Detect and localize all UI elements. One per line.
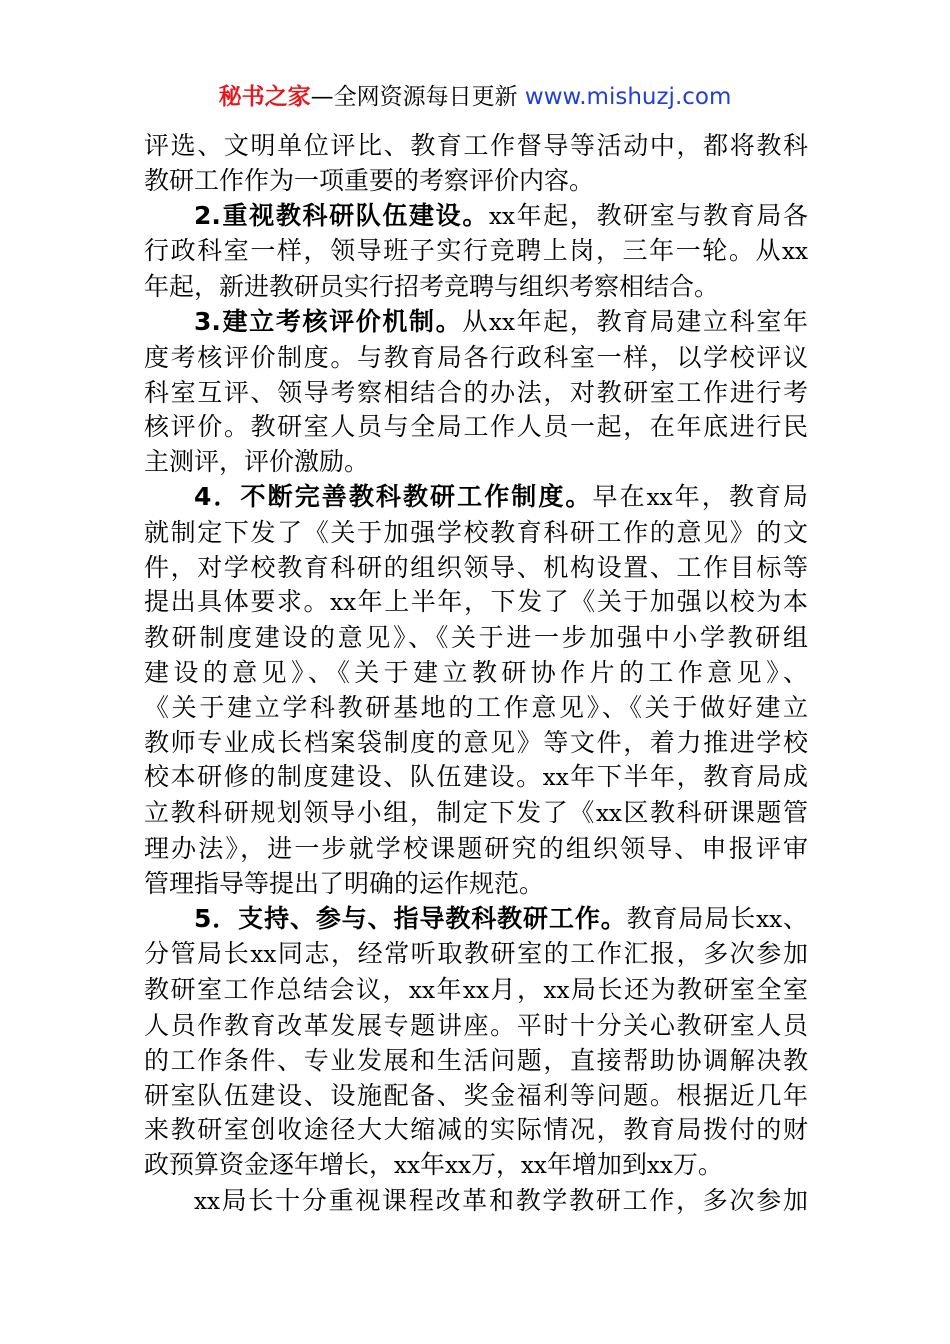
text-line: 件，对学校教育科研的组织领导、机构设置、工作目标等	[144, 552, 808, 582]
text-line: xx局长十分重视课程改革和教学教研工作，多次参加	[194, 1185, 808, 1215]
text-line: 研室队伍建设、设施配备、奖金福利等问题。根据近几年	[144, 1080, 808, 1110]
text-line: 核评价。教研室人员与全局工作人员一起，在年底进行民	[144, 412, 808, 442]
text-line: 提出具体要求。xx年上半年，下发了《关于加强以校为本	[144, 587, 808, 617]
text-line: 政预算资金逐年增长，xx年xx万，xx年增加到xx万。	[144, 1150, 723, 1180]
document-body	[144, 129, 808, 1220]
paragraph-continuation	[144, 129, 808, 199]
paragraph-6	[144, 1184, 808, 1220]
text-line: 评选、文明单位评比、教育工作督导等活动中，都将教科	[144, 131, 808, 160]
paragraph-heading: 4．不断完善教科教研工作制度。	[194, 481, 593, 511]
text-line: 5．支持、参与、指导教科教研工作。教育局局长xx、	[194, 903, 808, 933]
paragraph-heading: 5．支持、参与、指导教科教研工作。	[194, 903, 627, 933]
paragraph-5	[144, 902, 808, 1184]
text-line: 理办法》，进一步就学校课题研究的组织领导、申报评审	[144, 833, 808, 863]
text-line: 4．不断完善教科教研工作制度。早在xx年，教育局	[194, 481, 808, 511]
text-line: 3.建立考核评价机制。从xx年起，教育局建立科室年	[194, 306, 808, 336]
text-line: 年起，新进教研员实行招考竞聘与组织考察相结合。	[144, 272, 720, 302]
text-line: 管理指导等提出了明确的运作规范。	[144, 868, 545, 898]
paragraph-3	[144, 305, 808, 480]
text-line: 2.重视教科研队伍建设。xx年起，教研室与教育局各	[194, 200, 808, 230]
text-line: 立教科研规划领导小组，制定下发了《xx区教科研课题管	[144, 798, 808, 828]
text-line: 人员作教育改革发展专题讲座。平时十分关心教研室人员	[144, 1010, 808, 1040]
text-line: 主测评，评价激励。	[144, 447, 370, 477]
paragraph-2	[144, 199, 808, 305]
text-line: 教研制度建设的意见》、《关于进一步加强中小学教研组	[144, 623, 808, 653]
text-line: 《关于建立学科教研基地的工作意见》、《关于做好建立	[144, 692, 808, 722]
text-line: 教研工作作为一项重要的考察评价内容。	[144, 165, 595, 195]
text-line: 行政科室一样，领导班子实行竞聘上岗，三年一轮。从xx	[144, 236, 808, 266]
text-line: 的工作条件、专业发展和生活问题，直接帮助协调解决教	[144, 1045, 808, 1075]
text-line: 度考核评价制度。与教育局各行政科室一样，以学校评议	[144, 342, 808, 372]
site-brand: 秘书之家	[218, 84, 311, 110]
paragraph-heading: 3.建立考核评价机制。	[194, 306, 463, 336]
text-line: 来教研室创收途径大大缩减的实际情况，教育局拨付的财	[144, 1115, 808, 1145]
text-line: 教研室工作总结会议，xx年xx月，xx局长还为教研室全室	[144, 975, 808, 1005]
site-header	[0, 80, 950, 114]
text-line: 教师专业成长档案袋制度的意见》等文件，着力推进学校	[144, 727, 808, 757]
text-line: 校本研修的制度建设、队伍建设。xx年下半年，教育局成	[144, 762, 808, 792]
paragraph-heading: 2.重视教科研队伍建设。	[194, 200, 489, 230]
paragraph-4	[144, 480, 808, 902]
text-line: 建设的意见》、《关于建立教研协作片的工作意见》、	[144, 657, 808, 687]
site-url-link[interactable]: www.mishuzj.com	[524, 84, 732, 110]
text-line: 科室互评、领导考察相结合的办法，对教研室工作进行考	[144, 377, 808, 407]
text-line: 就制定下发了《关于加强学校教育科研工作的意见》的文	[144, 517, 808, 547]
site-slogan: —全网资源每日更新	[310, 84, 518, 110]
text-line: 分管局长xx同志，经常听取教研室的工作汇报，多次参加	[144, 939, 808, 969]
